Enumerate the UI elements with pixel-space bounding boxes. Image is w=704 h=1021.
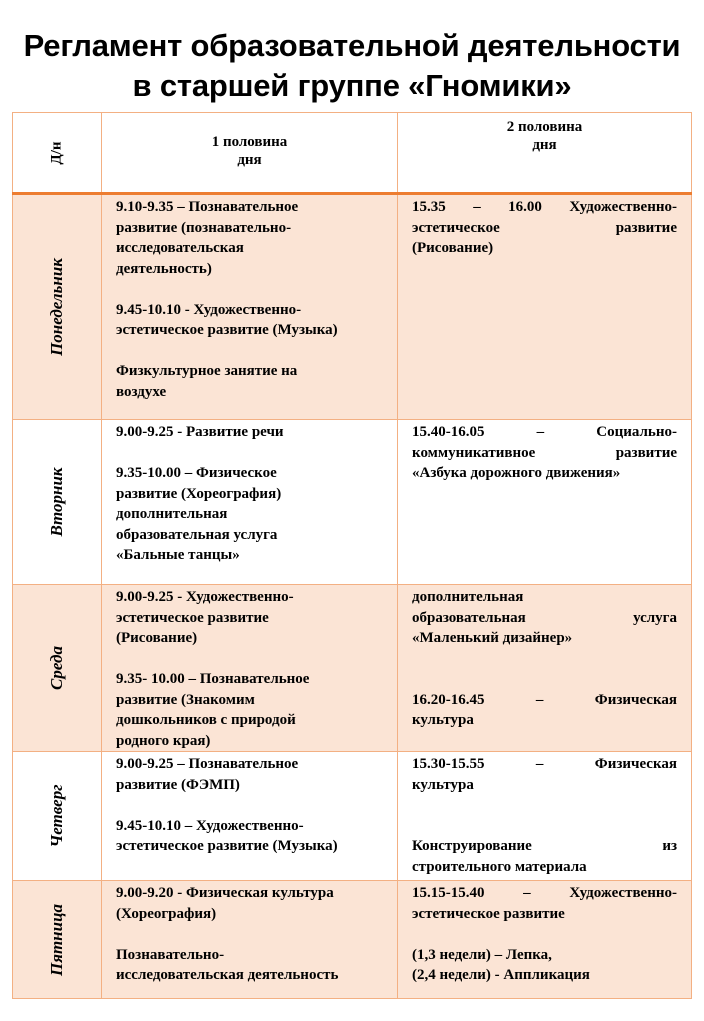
first-half-header-line-1: 1 половина: [211, 134, 288, 150]
cell-line: (Хореография): [116, 905, 217, 922]
cell-line: исследовательская деятельность: [116, 967, 339, 983]
cell-line: (2,4 недели) - Аппликация: [412, 967, 590, 983]
second-half-header-line-2: дня: [532, 137, 557, 153]
cell-line: 16.20-16.45 – Физическая: [412, 691, 677, 708]
schedule-table: [12, 112, 692, 999]
cell-line: дополнительная: [116, 506, 228, 522]
cell-line: «Маленький дизайнер»: [412, 630, 573, 646]
cell-line: 15.30-15.55 – Физическая: [412, 756, 677, 772]
day-cell-monday: [13, 194, 102, 420]
day-label: Среда: [47, 646, 66, 690]
day-column-header-label: Д/н: [48, 140, 65, 165]
second-half-cell: [398, 194, 692, 420]
table-header-row: [13, 113, 692, 194]
first-half-cell: [102, 752, 398, 881]
first-half-cell: [102, 585, 398, 752]
table-row: [13, 585, 692, 752]
cell-line: строительного материала: [412, 858, 587, 875]
table-row: [13, 881, 692, 999]
cell-line: развитие (Хореография): [116, 485, 282, 502]
day-cell-tuesday: [13, 420, 102, 585]
title-line-2: в старшей группе «Гномики»: [132, 68, 572, 103]
cell-line: развитие (ФЭМП): [116, 776, 240, 793]
cell-line: 15.35 – 16.00 Художественно-: [412, 199, 677, 215]
day-label: Вторник: [47, 467, 66, 537]
cell-line: Познавательно-: [116, 946, 225, 963]
cell-line: (Рисование): [116, 630, 198, 646]
first-half-header: [102, 113, 398, 194]
second-half-cell: [398, 881, 692, 999]
second-half-cell: [398, 752, 692, 881]
cell-line: эстетическое развитие (Музыка): [116, 322, 338, 338]
cell-line: «Азбука дорожного движения»: [412, 465, 621, 481]
first-half-cell: [102, 420, 398, 585]
second-half-header-line-1: 2 половина: [506, 119, 583, 135]
cell-line: образовательная услуга: [116, 526, 278, 543]
cell-line: развитие (познавательно-: [116, 219, 292, 236]
cell-line: исследовательская: [116, 240, 244, 256]
page-title: [0, 26, 704, 106]
cell-line: культура: [412, 712, 474, 728]
cell-line: эстетическое развитие: [412, 905, 565, 922]
cell-line: 9.10-9.35 – Познавательное: [116, 199, 299, 215]
cell-line: воздухе: [116, 383, 167, 400]
day-cell-wednesday: [13, 585, 102, 752]
cell-line: 9.00-9.25 – Познавательное: [116, 756, 299, 772]
second-half-cell: [398, 420, 692, 585]
second-half-header: [398, 113, 692, 194]
day-label: Пятница: [47, 903, 66, 976]
cell-line: 15.15-15.40 – Художественно-: [412, 885, 677, 901]
cell-line: (1,3 недели) – Лепка,: [412, 946, 552, 963]
day-column-header: [13, 113, 102, 194]
cell-line: «Бальные танцы»: [116, 547, 240, 563]
cell-line: родного края): [116, 732, 211, 749]
cell-line: коммуникативное развитие: [412, 444, 677, 461]
cell-line: дошкольников с природой: [116, 712, 296, 728]
cell-line: эстетическое развитие: [116, 609, 269, 626]
cell-line: (Рисование): [412, 240, 494, 256]
cell-line: 15.40-16.05 – Социально-: [412, 424, 677, 440]
day-cell-friday: [13, 881, 102, 999]
cell-line: 9.00-9.20 - Физическая культура: [116, 885, 334, 901]
cell-line: образовательная услуга: [412, 609, 677, 626]
cell-line: дополнительная: [412, 589, 524, 605]
cell-line: 9.45-10.10 - Художественно-: [116, 301, 302, 318]
table-row: [13, 752, 692, 881]
cell-line: Физкультурное занятие на: [116, 363, 298, 379]
cell-line: 9.35-10.00 – Физическое: [116, 465, 277, 481]
table-row: [13, 420, 692, 585]
day-label: Четверг: [47, 784, 66, 848]
second-half-cell: [398, 585, 692, 752]
cell-line: эстетическое развитие: [412, 219, 677, 236]
cell-line: 9.00-9.25 - Развитие речи: [116, 424, 284, 440]
cell-line: 9.00-9.25 - Художественно-: [116, 589, 294, 605]
cell-line: 9.45-10.10 – Художественно-: [116, 817, 304, 834]
cell-line: 9.35- 10.00 – Познавательное: [116, 671, 310, 687]
day-label: Понедельник: [47, 258, 66, 356]
title-line-1: Регламент образовательной деятельности: [23, 28, 681, 63]
table-row: [13, 194, 692, 420]
day-cell-thursday: [13, 752, 102, 881]
first-half-cell: [102, 881, 398, 999]
cell-line: развитие (Знакомим: [116, 691, 255, 708]
first-half-cell: [102, 194, 398, 420]
cell-line: Конструирование из: [412, 838, 677, 854]
cell-line: культура: [412, 776, 474, 793]
cell-line: деятельность): [116, 260, 212, 277]
first-half-header-line-2: дня: [237, 152, 262, 168]
cell-line: эстетическое развитие (Музыка): [116, 838, 338, 854]
